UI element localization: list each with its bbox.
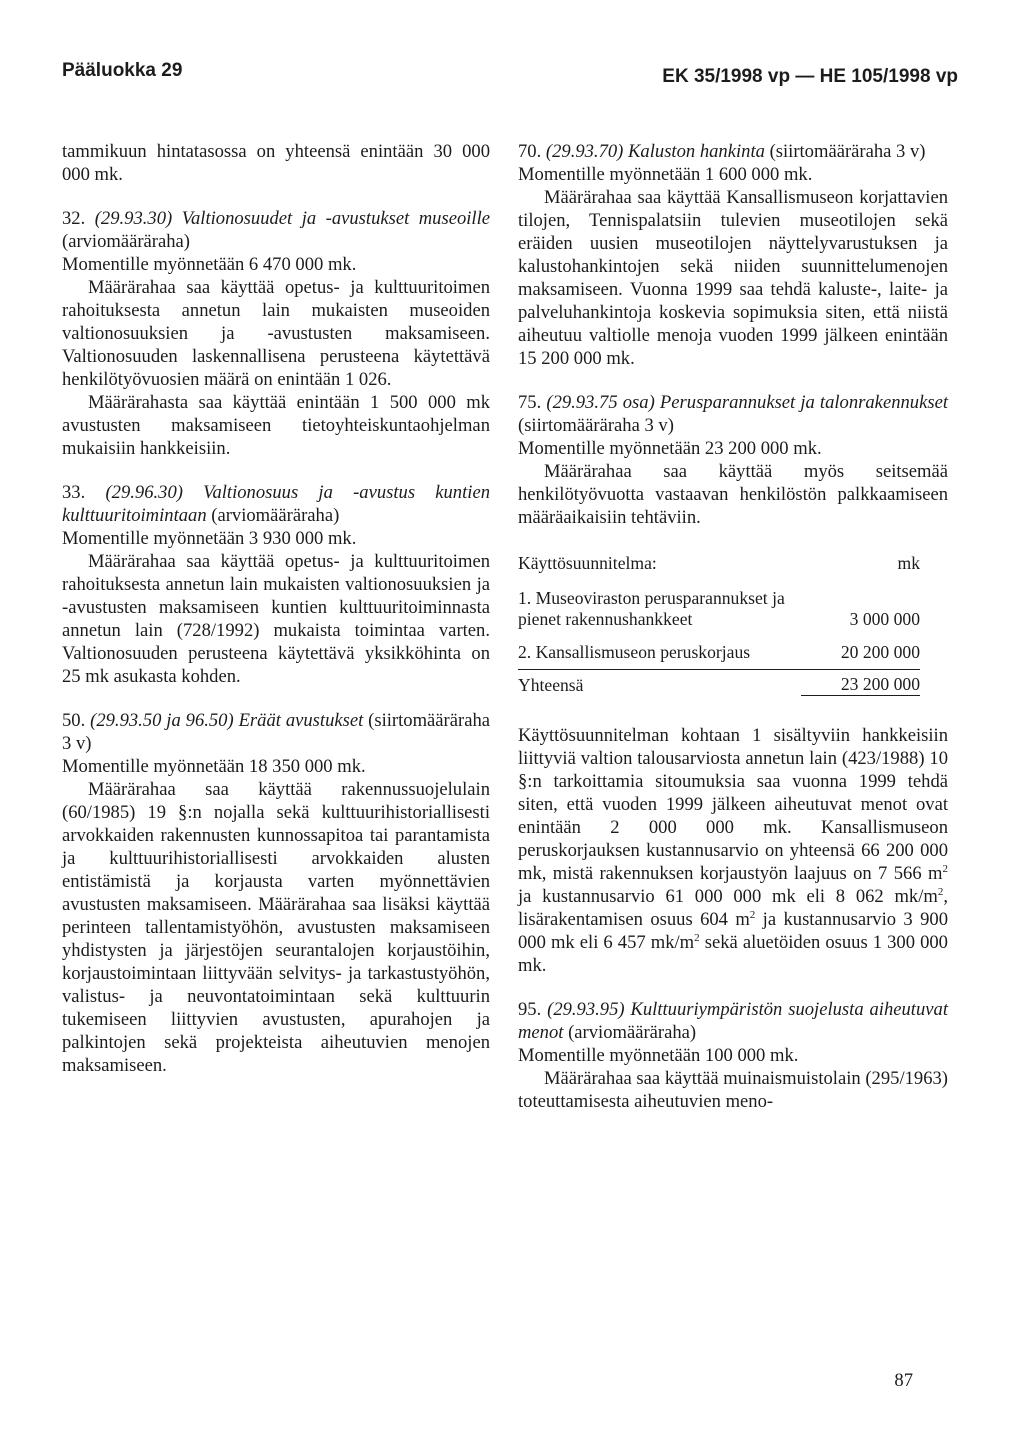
item-75-grant: Momentille myönnetään 23 200 000 mk. <box>518 438 822 459</box>
item-95-code: (29.93.95) <box>547 999 625 1020</box>
item-32-heading <box>62 207 490 253</box>
item-95-title: Kulttuuriympäristön suojelusta aiheutuvat menot <box>518 999 948 1043</box>
item-50-code: (29.93.50 ja 96.50) <box>90 710 234 731</box>
note-sup-2: 2 <box>937 885 944 898</box>
usage-plan-row-1-desc: 1. Museoviraston perusparannukset ja pienet rakennushankkeet <box>518 588 785 629</box>
note-sup-1: 2 <box>942 862 948 875</box>
item-75-heading <box>518 391 948 437</box>
item-33-code: (29.96.30) <box>105 482 183 503</box>
running-header-left: Pääluokka 29 <box>62 60 183 81</box>
usage-plan-total-row <box>518 670 920 696</box>
item-50-heading <box>62 709 490 755</box>
item-70-grant: Momentille myönnetään 1 600 000 mk. <box>518 164 813 185</box>
note-text-3: , lisärakentamisen osuus 604 m <box>518 886 948 930</box>
item-70-number: 70. <box>518 141 542 162</box>
intro-paragraph: tammikuun hintatasossa on yhteensä enintään 30 000 000 mk. <box>62 141 490 185</box>
item-95-number: 95. <box>518 999 542 1020</box>
note-sup-3: 2 <box>749 908 756 921</box>
item-33-grant: Momentille myönnetään 3 930 000 mk. <box>62 528 357 549</box>
usage-plan-table <box>518 553 920 696</box>
note-text-1: Käyttösuunnitelman kohtaan 1 sisältyviin hankkeisiin liittyviä valtion talousarviosta annetun lain (423/1988) 10 §:n tarkoittamia sitoumuksia saa vuonna 1999 tehdä siten, että vuoden 1999 jälkeen aiheutuvat menot ovat enintään 2 000 000 mk. Kansallismuseon peruskorjauksen kustannusarvio on yhteensä 66 200 000 mk, mistä rakennuksen korjaustyön laajuus on 7 566 m <box>518 725 948 884</box>
item-50-paragraph-1: Määrärahaa saa käyttää rakennussuojelulain (60/1985) 19 §:n nojalla sekä kulttuurihistoriallisesti arvokkaiden rakennusten kunnossapitoa tai parantamista ja kulttuurihistoriallisesti arvokkaiden alusten entistämistä ja korjausta varten myönnettävien avustusten maksamiseen. Määrärahaa saa lisäksi käyttää perinteen tallentamistyöhön, avustusten maksamiseen yhdistysten ja järjestöjen seurantalojen korjaustöihin, korjaustoimintaan liittyvään selvitys- ja tarkastustyöhön, valistus- ja neuvontatoimintaan sekä kulttuurin tukemiseen liittyvien avustusten, apurahojen ja palkintojen sekä projekteista aiheutuvien menojen maksamiseen. <box>62 779 490 1076</box>
table-row <box>518 588 920 642</box>
item-32-paragraph-1: Määrärahaa saa käyttää opetus- ja kulttuuritoimen rahoituksesta annetun lain mukaisten museoiden valtionosuuksien ja -avustusten maksamiseen. Valtionosuuden laskennallisena perusteena käytettävä henkilötyövuosien määrä on enintään 1 026. <box>62 277 490 390</box>
item-75-paragraph-1: Määrärahaa saa käyttää myös seitsemää henkilötyövuotta vastaavan henkilöstön palkkaamiseen määräaikaisiin tehtäviin. <box>518 461 948 528</box>
page-number: 87 <box>894 1370 913 1391</box>
usage-plan-row-1-amount: 3 000 000 <box>849 609 920 629</box>
item-70-title: Kaluston hankinta <box>628 141 765 162</box>
usage-plan-total-label: Yhteensä <box>518 670 801 696</box>
usage-plan-row-2-desc: 2. Kansallismuseon peruskorjaus <box>518 642 751 662</box>
item-70-heading <box>518 140 948 163</box>
usage-plan-total-amount: 23 200 000 <box>801 670 920 696</box>
item-33-heading <box>62 481 490 527</box>
item-95-type: (arviomääräraha) <box>568 1022 697 1043</box>
usage-plan-note <box>518 724 948 977</box>
item-95 <box>518 998 948 1113</box>
item-32 <box>62 207 490 460</box>
item-75-number: 75. <box>518 392 542 413</box>
item-70-code: (29.93.70) <box>545 141 624 162</box>
item-50-title: Eräät avustukset <box>238 710 364 731</box>
item-95-heading <box>518 998 948 1044</box>
item-75-type: (siirtomääräraha 3 v) <box>518 415 674 436</box>
usage-plan-title: Käyttösuunnitelma: <box>518 553 657 573</box>
item-33-type: (arviomääräraha) <box>211 505 340 526</box>
item-75-code: (29.93.75 osa) <box>546 392 655 413</box>
item-50-type: (siirtomääräraha 3 v) <box>62 710 490 754</box>
usage-plan-header-row <box>518 553 920 588</box>
note-text-4: ja kustannusarvio 3 900 000 mk eli 6 457 mk/m <box>518 909 948 953</box>
item-70 <box>518 140 948 370</box>
table-row <box>518 642 920 670</box>
item-32-number: 32. <box>62 208 86 229</box>
item-33-paragraph-1: Määrärahaa saa käyttää opetus- ja kulttuuritoimen rahoituksesta annetun lain mukaisten valtionosuuksien ja -avustusten maksamiseen kuntien kulttuuritoiminnasta annetun lain (728/1992) mukaista toimintaa varten. Valtionosuuden perusteena käytettävä yksikköhinta on 25 mk asukasta kohden. <box>62 551 490 687</box>
item-32-grant: Momentille myönnetään 6 470 000 mk. <box>62 254 357 275</box>
note-text-2: ja kustannusarvio 61 000 000 mk eli 8 062 mk/m <box>518 886 938 907</box>
item-32-code: (29.93.30) <box>94 208 173 229</box>
item-33 <box>62 481 490 688</box>
running-header-right: EK 35/1998 vp — HE 105/1998 vp <box>662 66 958 87</box>
item-33-title: Valtionosuus ja -avustus kuntien kulttuuritoimintaan <box>62 482 490 526</box>
item-33-number: 33. <box>62 482 86 503</box>
item-50 <box>62 709 490 1077</box>
item-70-paragraph-1: Määrärahaa saa käyttää Kansallismuseon korjattavien tilojen, Tennispalatsiin tulevien museotilojen sekä eräiden uusien museotilojen näyttelyvarustuksen ja kalustohankintojen sekä niiden suunnittelumenojen maksamiseen. Vuonna 1999 saa tehdä kaluste-, laite- ja palveluhankintoja koskevia sopimuksia siten, että niistä aiheutuu valtiolle menoja vuoden 1999 jälkeen enintään 15 200 000 mk. <box>518 187 948 369</box>
note-sup-4: 2 <box>694 931 700 944</box>
item-75 <box>518 391 948 529</box>
item-50-grant: Momentille myönnetään 18 350 000 mk. <box>62 756 366 777</box>
item-95-paragraph-1: Määrärahaa saa käyttää muinaismuistolain (295/1963) toteuttamisesta aiheutuvien meno- <box>518 1068 948 1112</box>
left-column <box>62 140 490 1077</box>
item-50-number: 50. <box>62 710 86 731</box>
item-32-title: Valtionosuudet ja -avustukset museoille <box>181 208 491 229</box>
item-32-type: (arviomääräraha) <box>62 231 190 252</box>
item-75-title: Perusparannukset ja talonrakennukset <box>659 392 948 413</box>
item-70-type: (siirtomääräraha 3 v) <box>769 141 926 162</box>
right-column <box>518 140 948 1113</box>
note-text-5: sekä aluetöiden osuus 1 300 000 mk. <box>518 932 948 976</box>
usage-plan-unit: mk <box>897 553 920 573</box>
item-32-paragraph-2: Määrärahasta saa käyttää enintään 1 500 000 mk avustusten maksamiseen tietoyhteiskuntaohjelman mukaisiin hankkeisiin. <box>62 392 490 459</box>
usage-plan-row-2-amount: 20 200 000 <box>840 642 920 662</box>
item-95-grant: Momentille myönnetään 100 000 mk. <box>518 1045 799 1066</box>
